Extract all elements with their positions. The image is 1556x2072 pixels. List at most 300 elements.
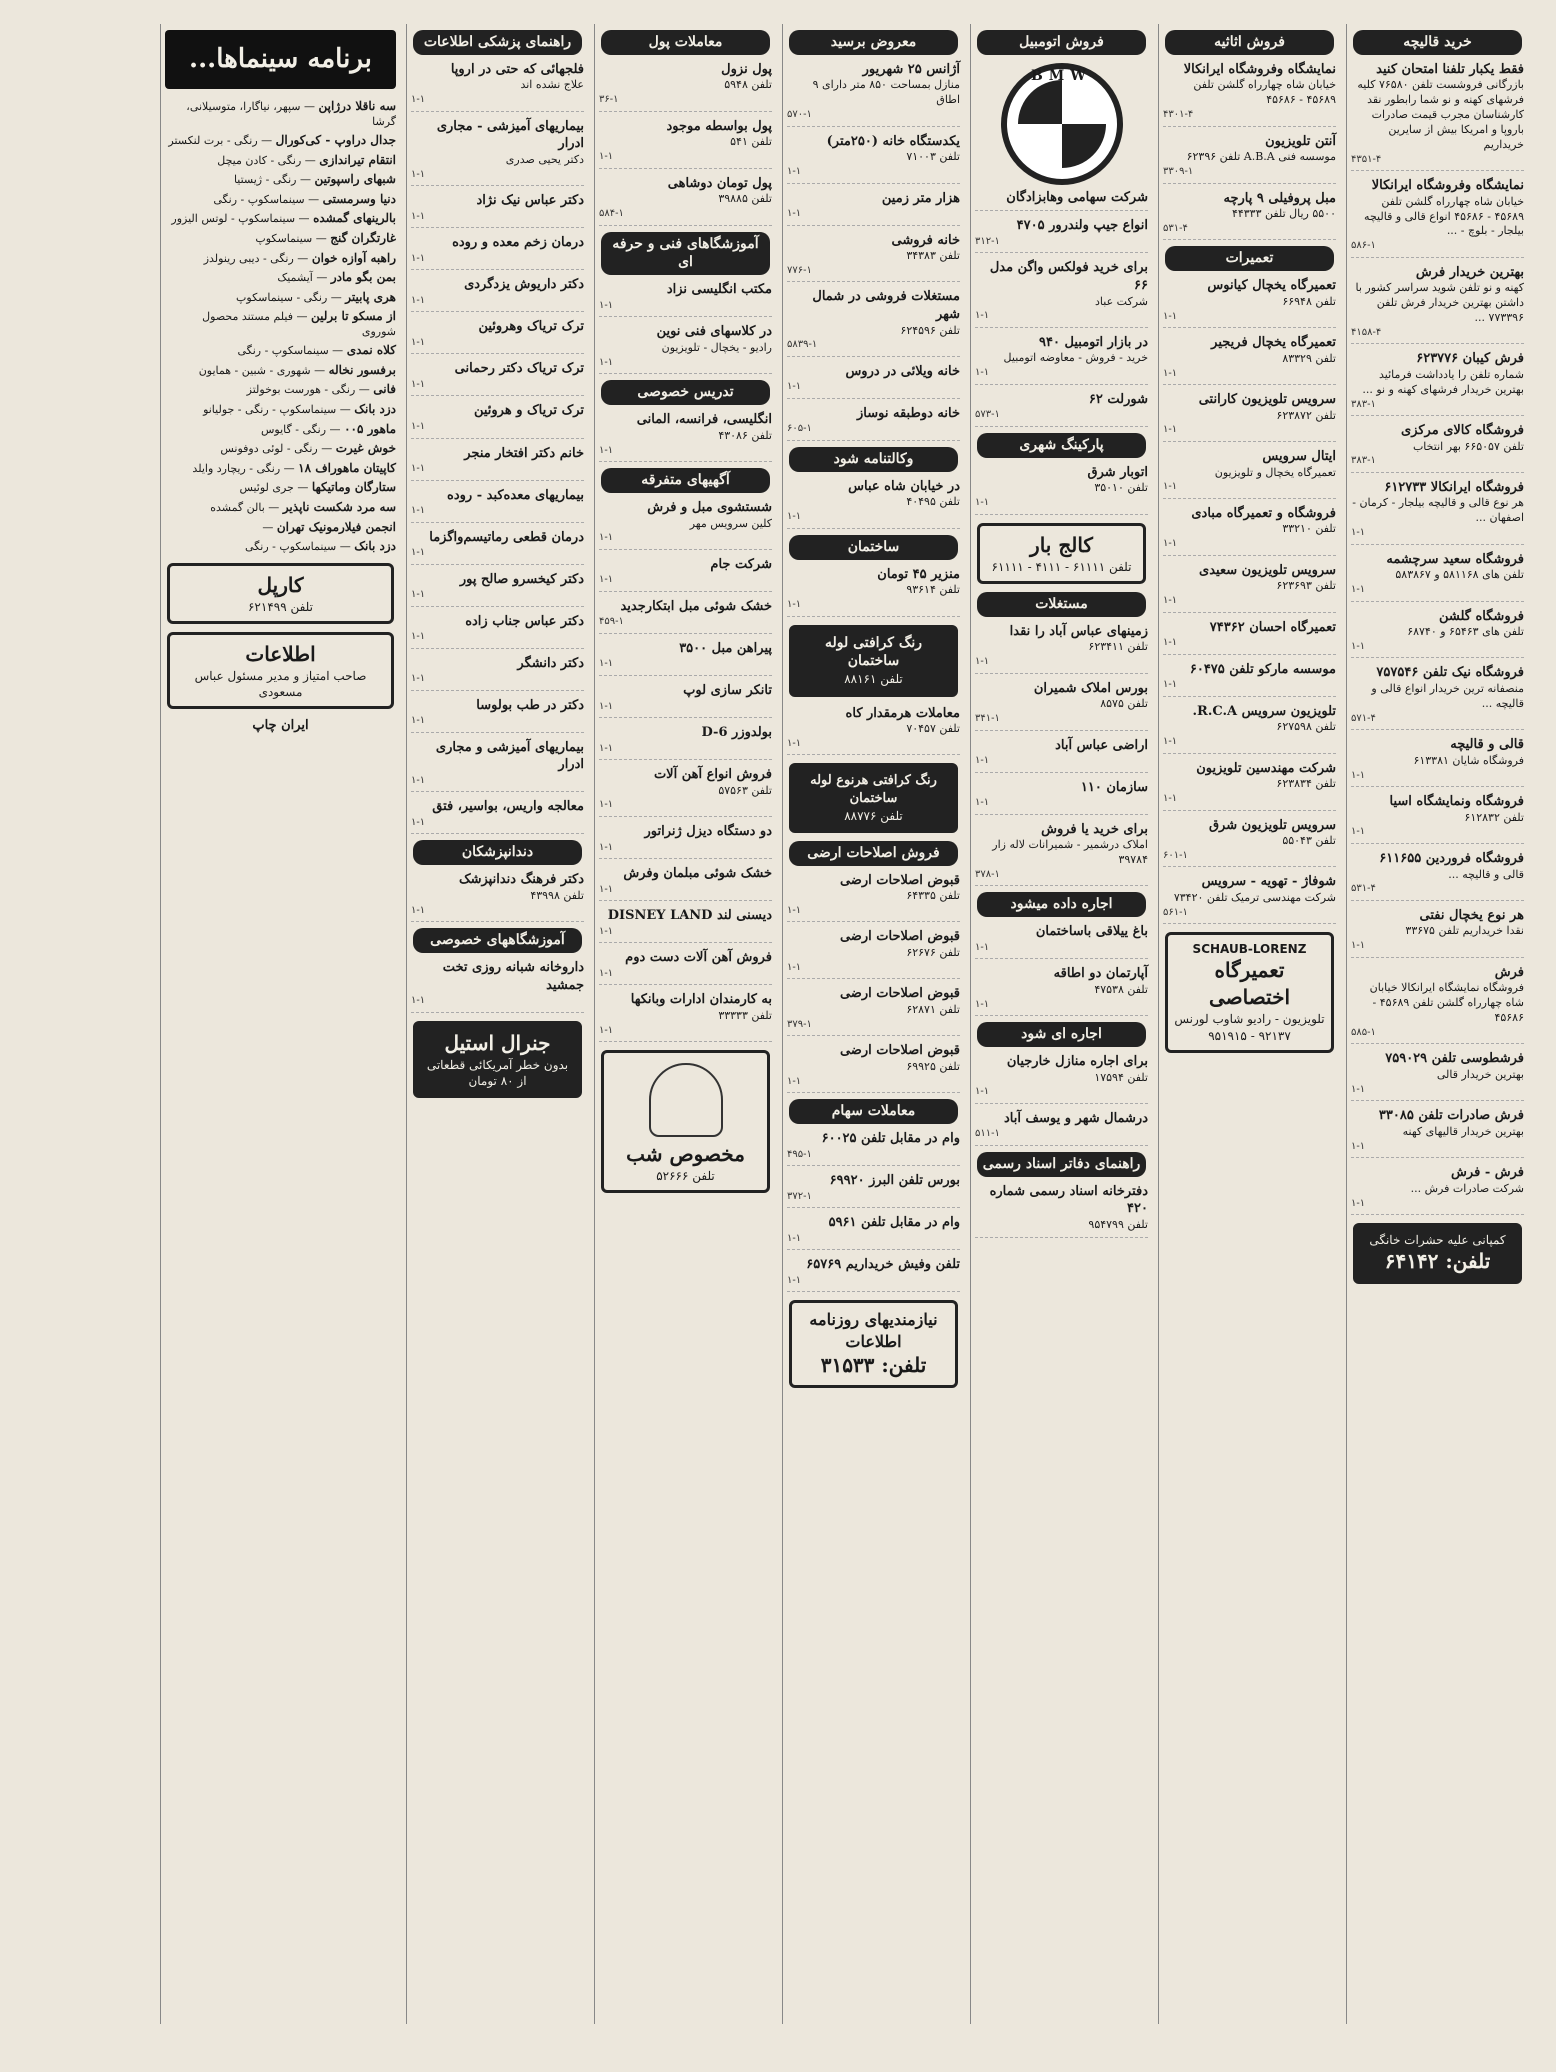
film-listing	[165, 480, 396, 496]
section-header: فروش اصلاحات ارضی	[789, 841, 958, 866]
classified-ad	[975, 1183, 1148, 1238]
film-details: بالن گمشده	[210, 500, 265, 514]
ad-title: رنگ کرافتی لوله ساختمان	[824, 634, 923, 670]
ad-body: علاج نشده اند	[520, 78, 584, 92]
classified-ad	[599, 865, 772, 901]
ad-title: سرویس تلویزیون سعیدی	[1199, 562, 1336, 578]
ad-body: تلفن ۹۳۶۱۴	[906, 583, 960, 597]
column-medical	[406, 24, 588, 2024]
ad-code: ۵۳۱-۴	[1351, 883, 1376, 895]
ad-title: قالی و قالیچه	[1450, 737, 1524, 753]
ad-title: بیماریهای آمیزشی - مجاری ادرار	[436, 118, 584, 152]
film-listing	[165, 211, 396, 227]
separator: —	[295, 212, 314, 226]
separator: —	[301, 153, 320, 167]
ad-title: پول بواسطه موجود	[666, 118, 772, 134]
ad-code: ۱-۱	[1163, 595, 1178, 607]
film-name: فانی	[373, 382, 396, 397]
classified-ad	[975, 965, 1148, 1016]
ad-title: تعمیرگاه احسان ۷۴۳۶۲	[1209, 619, 1336, 635]
ad-title: سازمان ۱۱۰	[1080, 779, 1148, 795]
ad-title: یکدستگاه خانه (۲۵۰متر)	[826, 133, 960, 149]
ad-title: کارپل	[257, 572, 304, 597]
film-name: شبهای راسپوتین	[314, 172, 396, 187]
ad-title: خانه فروشی	[891, 232, 960, 248]
ad-list	[599, 281, 772, 374]
ad-title: تعمیرگاه اختصاصی	[1208, 958, 1291, 1010]
classified-ad	[1351, 850, 1524, 901]
ad-code: ۴۱۵۸-۴	[1351, 326, 1382, 338]
classified-ad	[599, 823, 772, 859]
section-header: مستغلات	[977, 592, 1146, 617]
classified-ad	[975, 464, 1148, 515]
ad-title: فرش - فرش	[1451, 1165, 1524, 1181]
classified-ad	[1351, 664, 1524, 730]
ad-list	[787, 566, 960, 617]
classified-ad	[599, 175, 772, 226]
column-money-education	[594, 24, 776, 2024]
ad-title: بورس املاک شمیران	[1033, 680, 1148, 696]
film-name: برفسور نخاله	[328, 362, 396, 377]
film-name: بالرینهای گمشده	[313, 211, 396, 226]
ad-code: ۱-۱	[975, 797, 990, 809]
classified-ad	[411, 234, 584, 270]
ad-code: ۱-۱	[1163, 538, 1178, 550]
ad-body: تلفن ۳۴۳۸۳	[906, 249, 960, 263]
ad-list	[975, 623, 1148, 887]
ad-code: ۴۹۵-۱	[787, 1148, 812, 1160]
classified-ad	[787, 928, 960, 979]
section-header: پارکینگ شهری	[977, 433, 1146, 458]
column-carpets	[1346, 24, 1528, 2024]
ad-body: تلفن ۶۲۶۷۶	[906, 946, 960, 960]
ad-title: قبوض اصلاحات ارضی	[839, 872, 960, 888]
ad-code: ۱-۱	[599, 532, 614, 544]
separator: —	[327, 290, 346, 304]
ad-title: در بازار اتومبیل ۹۴۰	[1039, 334, 1148, 350]
ad-title: شستشوی مبل و فرش	[647, 499, 772, 515]
classified-ad	[787, 1256, 960, 1292]
ad-code: ۱-۱	[1163, 637, 1178, 649]
ad-title: موسسه مارکو تلفن ۶۰۴۷۵	[1189, 661, 1336, 677]
separator: —	[293, 251, 312, 265]
lamp-icon	[649, 1063, 723, 1137]
ad-title: خشک شوئی مبل ابتکارجدید	[620, 598, 772, 614]
classified-ad	[1163, 334, 1336, 385]
ad-title: تلفن وفیش خریداریم ۶۵۷۶۹	[806, 1257, 960, 1273]
ad-body: املاک درشمیر - شمیرانات لاله زار ۳۹۷۸۴	[992, 838, 1148, 866]
film-details: رنگی - کادن میچل	[217, 153, 302, 167]
ad-body: تلفن ۶۲۳۸۷۲	[1276, 408, 1336, 422]
ad-body: تلفن ۹۵۴۷۹۹	[1088, 1217, 1148, 1231]
college-bar-ad	[977, 523, 1146, 584]
film-listing	[165, 172, 396, 188]
film-details: رنگی - ریچارد وایلد	[192, 461, 281, 475]
ad-title: تعمیرگاه یخچال فریجیر	[1211, 335, 1336, 351]
ad-code: ۱-۱	[411, 774, 426, 786]
ad-subtitle: بدون خطر آمریکائی قطعاتی از ۸۰ تومان	[426, 1057, 569, 1088]
ad-code: ۱-۱	[599, 574, 614, 586]
ad-code: ۱-۱	[411, 505, 426, 517]
ad-subtitle: تلویزیون - رادیو شاوب لورنس ۹۲۱۳۷ - ۹۵۱۹۱۵	[1174, 1012, 1325, 1043]
ad-code: ۶۰۱-۱	[1163, 849, 1188, 861]
ad-body: تلفن ۴۷۵۳۸	[1094, 982, 1148, 996]
classified-ad	[599, 640, 772, 676]
ad-body: شماره تلفن را یادداشت فرمائید بهترین خریدار فرشهای کهنه و نو ...	[1362, 367, 1524, 396]
ad-code: ۱-۱	[411, 210, 426, 222]
ad-list	[975, 923, 1148, 1016]
ad-list	[411, 871, 584, 922]
classified-ad	[787, 705, 960, 756]
ad-code: ۱-۱	[1351, 1197, 1366, 1209]
film-name: جدال دراوپ - کی‌کورال	[275, 132, 396, 147]
ad-body: تلفن ۶۲۳۸۳۴	[1276, 777, 1336, 791]
film-listing	[165, 520, 396, 536]
separator: —	[326, 422, 345, 436]
ad-title: ایتال سرویس	[1262, 448, 1336, 464]
ad-title: خانه دوطبقه نوساز	[857, 405, 960, 421]
film-list	[165, 99, 396, 555]
separator: —	[317, 442, 336, 456]
ad-list	[599, 61, 772, 226]
ad-code: ۱-۱	[787, 737, 802, 749]
ad-code: ۱-۱	[599, 658, 614, 670]
classified-ad	[411, 192, 584, 228]
ad-code: ۱-۱	[1351, 584, 1366, 596]
classified-ad	[975, 1053, 1148, 1104]
film-listing	[165, 461, 396, 477]
classified-ad	[787, 566, 960, 617]
ad-code: ۱-۱	[411, 631, 426, 643]
classified-ad	[599, 556, 772, 592]
ad-title: دو دستگاه دیزل ژنراتور	[644, 823, 772, 839]
schaub-lorenz-ad	[1165, 932, 1334, 1053]
ad-title: درمان قطعی رماتیسم‌واگزما	[429, 529, 584, 545]
separator: —	[312, 231, 331, 245]
ad-code: ۱-۱	[787, 599, 802, 611]
classified-ad	[1351, 1164, 1524, 1215]
classified-ad	[411, 318, 584, 354]
ad-title: تلویزیون سرویس R.C.A.	[1192, 703, 1336, 719]
ad-phone: تلفن ۸۸۷۷۶	[844, 808, 903, 823]
column-property	[782, 24, 964, 2024]
ad-body: تلفن ۶۶۵۰۵۷ بهر انتخاب	[1412, 439, 1524, 453]
ad-body: تلفن ۵۴۱	[730, 135, 772, 149]
ad-code: ۱-۱	[1163, 736, 1178, 748]
ad-code: ۱-۱	[975, 656, 990, 668]
ad-code: ۱-۱	[411, 589, 426, 601]
film-details: سینماسکوپ - لوتس الیزور	[171, 212, 296, 226]
ad-body: شرکت صادرات فرش ...	[1410, 1181, 1524, 1195]
film-details: آیشمیک	[277, 271, 313, 285]
ad-body: تلفن های ۶۵۴۶۳ و ۶۸۷۴۰	[1407, 625, 1524, 639]
section-header: دندانپزشکان	[413, 840, 582, 865]
bmw-logo-icon	[1001, 63, 1123, 185]
ad-phone: تلفن ۶۱۱۱۱ - ۴۱۱۱ - ۶۱۱۱۱	[991, 559, 1132, 574]
ad-code: ۱-۱	[411, 94, 426, 106]
film-name: ستارگان وماتیکها	[311, 480, 396, 495]
film-name: هری پابیتر	[345, 289, 396, 304]
classified-ad	[411, 697, 584, 733]
film-name: کاپیتان ماهوراف ۱۸	[298, 460, 396, 475]
ad-code: ۳۱۲-۱	[975, 235, 1000, 247]
classified-ad	[975, 391, 1148, 427]
separator: —	[262, 520, 277, 534]
ad-phone: تلفن: ۳۱۵۳۳	[820, 1353, 927, 1378]
film-details: سپهر، نیاگارا، متوسیلانی، گرشا	[186, 100, 396, 128]
ad-phone: تلفن ۵۲۶۶۶	[656, 1169, 715, 1184]
classified-ad	[599, 411, 772, 462]
ad-code: ۱-۱	[975, 367, 990, 379]
company-name: شرکت سهامی وهابزادگان	[975, 189, 1148, 212]
film-listing	[165, 343, 396, 359]
film-name: دزد بانک	[354, 539, 396, 554]
column-cars-realestate	[970, 24, 1152, 2024]
classified-ad	[787, 478, 960, 529]
ad-title: دکتر کیخسرو صالح پور	[459, 571, 584, 587]
ad-body: موسسه فنی A.B.A تلفن ۶۲۳۹۶	[1186, 150, 1336, 164]
ad-list	[975, 1183, 1148, 1238]
classified-ad	[787, 190, 960, 226]
ad-title: مستغلات فروشی در شمال شهر	[812, 289, 960, 322]
ad-title: شوفاژ - تهویه - سرویس	[1201, 874, 1336, 890]
ad-title: نمایشگاه وفروشگاه ایرانکالا	[1371, 178, 1524, 194]
classified-ad	[787, 363, 960, 399]
ad-phone: تلفن ۶۲۱۴۹۹	[247, 599, 313, 614]
film-name: راهبه آوازه خوان	[311, 250, 396, 265]
ad-body: قالی و قالیچه ...	[1448, 867, 1524, 881]
ad-title: بهترین خریدار فرش	[1415, 264, 1524, 280]
classified-ad	[411, 739, 584, 793]
ad-title: فروشگاه کالای مرکزی	[1401, 423, 1524, 439]
ad-body: ۵۵۰۰ ریال تلفن ۴۴۳۳۳	[1231, 207, 1336, 221]
film-name: ماهور ۰۰۵	[344, 421, 396, 436]
film-name: سه مرد شکست ناپذیر	[282, 499, 396, 514]
ad-title: کالج بار	[1030, 532, 1093, 557]
bmw-logo-text: BMW	[1030, 67, 1093, 84]
section-header: آموزشگاههای خصوصی	[413, 928, 582, 953]
ad-body: تلفن های ۵۸۱۱۶۸ و ۵۸۳۸۶۷	[1395, 568, 1524, 582]
ad-title: دکتر در طب بولوسا	[476, 697, 584, 713]
ad-list	[787, 705, 960, 756]
ad-title: آنتن تلویزیون	[1265, 133, 1336, 149]
film-listing	[165, 153, 396, 169]
ad-code: ۱-۱	[787, 166, 802, 178]
section-header: تدریس خصوصی	[601, 380, 770, 405]
ad-title: درمان زخم معده و روده	[452, 235, 584, 251]
ad-body: تلفن ۵۹۴۸	[724, 78, 772, 92]
ad-code: ۳۶-۱	[599, 94, 619, 106]
ad-code: ۱-۱	[787, 381, 802, 393]
film-details: رنگی - ژیستیا	[233, 173, 297, 187]
ad-title: شورلت ۶۲	[1088, 391, 1148, 407]
ad-code: ۱-۱	[1163, 481, 1178, 493]
ad-title: معالجه واریس، بواسیر، فتق	[432, 799, 584, 815]
ad-body: نقدا خریداریم تلفن ۳۳۶۷۵	[1405, 924, 1524, 938]
ad-body: تلفن ۶۹۹۲۵	[906, 1059, 960, 1073]
ad-code: ۱-۱	[1351, 769, 1366, 781]
ad-code: ۱-۱	[599, 799, 614, 811]
film-name: بمن بگو مادر	[330, 270, 396, 285]
classified-ad	[975, 680, 1148, 731]
section-header: معاملات سهام	[789, 1099, 958, 1124]
classified-ad	[1351, 61, 1524, 171]
ad-title: پیراهن مبل ۳۵۰۰	[679, 640, 772, 656]
film-details: فیلم مستند محصول شوروی	[202, 310, 396, 338]
ad-body: بهترین خریدار قالی	[1436, 1067, 1524, 1081]
separator: —	[264, 500, 283, 514]
classified-ad	[1351, 964, 1524, 1045]
ad-title: آپارتمان دو اطاقه	[1053, 966, 1148, 982]
section-header: وکالتنامه شود	[789, 447, 958, 472]
ad-code: ۱-۱	[599, 1024, 614, 1036]
ad-code: ۱-۱	[975, 755, 990, 767]
ad-code: ۱-۱	[787, 511, 802, 523]
ad-title: شرکت مهندسین تلویزیون	[1196, 760, 1336, 776]
ad-code: ۱-۱	[411, 463, 426, 475]
ad-title: فروشگاه و تعمیرگاه مبادی	[1191, 505, 1336, 521]
ad-title: سرویس تلویزیون کارانتی	[1198, 392, 1336, 408]
ad-code: ۱-۱	[411, 995, 426, 1007]
ad-body: خرید - فروش - معاوضه اتومبیل	[1003, 351, 1148, 365]
ad-body: کهنه و نو تلفن شوید سراسر کشور با داشتن بهترین خریدار فرش تلفن ۷۷۳۳۹۶ ...	[1355, 281, 1524, 324]
classified-ad	[411, 959, 584, 1013]
newspaper-name: اطلاعات	[245, 641, 316, 666]
classified-page	[28, 24, 1528, 2024]
classified-ad	[411, 571, 584, 607]
ad-code: ۱-۱	[411, 816, 426, 828]
classified-ad	[1351, 479, 1524, 545]
film-details: سینماسکوپ - رنگی	[213, 192, 305, 206]
classified-ad	[975, 217, 1148, 253]
separator: —	[296, 173, 315, 187]
film-details: رنگی - دیبی رینولدز	[203, 251, 294, 265]
ad-title: برای خرید فولکس واگن مدل ۶۶	[989, 260, 1148, 294]
publisher-info: صاحب امتیاز و مدیر مسئول عباس مسعودی	[194, 668, 367, 700]
film-details: رنگی - هورست بوخولتز	[246, 383, 356, 397]
ad-body: تلفن ۵۷۵۶۳	[718, 783, 772, 797]
ad-list	[787, 872, 960, 1094]
ad-title: معاملات هرمقدار کاه	[845, 705, 960, 721]
ad-body: فروشگاه شایان ۶۱۳۳۸۱	[1413, 753, 1524, 767]
classified-ad	[787, 985, 960, 1036]
ad-title: دکتر فرهنگ دندانپزشک	[458, 872, 584, 888]
section-header: اجاره داده میشود	[977, 892, 1146, 917]
ad-body: تلفن ۳۳۲۱۰	[1282, 522, 1336, 536]
film-listing	[165, 290, 396, 306]
ad-body: تلفن ۳۳۳۳۳	[718, 1008, 772, 1022]
ad-title: نمایشگاه وفروشگاه ایرانکالا	[1183, 61, 1336, 77]
classified-ad	[599, 323, 772, 374]
ad-code: ۱-۱	[787, 208, 802, 220]
ad-title: آژانس ۲۵ شهریور	[862, 61, 960, 77]
classified-ad	[599, 991, 772, 1042]
ad-body: تلفن ۳۵۰۱۰	[1094, 481, 1148, 495]
ad-code: ۳۸۳-۱	[1351, 398, 1376, 410]
ad-title: زمینهای عباس آباد را نقدا	[1009, 623, 1148, 639]
section-header: فروش اتومبیل	[977, 30, 1146, 55]
ad-body: تلفن ۶۲۳۶۹۳	[1276, 579, 1336, 593]
film-details: سینماسکوپ	[255, 231, 313, 245]
classified-ad	[599, 682, 772, 718]
ad-title: در کلاسهای فنی نوین	[656, 324, 772, 340]
ad-code: ۱-۱	[787, 1232, 802, 1244]
classified-ad	[411, 402, 584, 438]
ad-title: فروشگاه فروردین ۶۱۱۶۵۵	[1379, 850, 1524, 866]
ad-code: ۱-۱	[599, 151, 614, 163]
classified-ad	[1351, 1107, 1524, 1158]
ad-body: تلفن ۸۳۳۲۹	[1282, 351, 1336, 365]
ad-title: دیسنی لند DISNEY LAND	[607, 908, 772, 924]
ad-code: ۱-۱	[599, 967, 614, 979]
classified-ad	[975, 923, 1148, 959]
separator: —	[257, 133, 276, 147]
ad-title: دکتر عباس نیک نژاد	[476, 193, 584, 209]
film-details: رنگی - برت لنکستر	[168, 133, 258, 147]
ad-body: تلفن ۳۹۸۸۵	[718, 192, 772, 206]
carpool-ad	[167, 563, 394, 624]
ad-body: تلفن ۶۱۲۸۳۲	[1464, 810, 1524, 824]
film-details: رنگی - گایوس	[260, 422, 327, 436]
ad-code: ۵۷۰-۱	[787, 109, 812, 121]
film-listing	[165, 539, 396, 555]
ad-title: مبل پروفیلی ۹ پارچه	[1223, 190, 1336, 206]
printer-name: ایران چاپ	[252, 718, 309, 734]
ad-body: تلفن ۴۳۰۸۶	[718, 428, 772, 442]
ad-title: داروخانه شبانه روزی تخت جمشید	[442, 960, 584, 993]
ad-code: ۵۷۳-۱	[975, 409, 1000, 421]
separator: —	[300, 100, 319, 114]
ad-code: ۱-۱	[599, 925, 614, 937]
ad-code: ۱-۱	[1351, 640, 1366, 652]
classified-ad	[1163, 277, 1336, 328]
classified-ad	[411, 613, 584, 649]
film-name: از مسکو تا برلین	[311, 309, 396, 324]
ad-title: فقط یکبار تلفنا امتحان کنید	[1376, 61, 1524, 77]
ad-title: فرش صادرات تلفن ۳۳۰۸۵	[1378, 1108, 1524, 1124]
ad-title: بولدوزر D-6	[701, 725, 772, 741]
classified-ad	[975, 737, 1148, 773]
ad-code: ۴۳۰۱-۴	[1163, 109, 1194, 121]
classified-ad	[599, 724, 772, 760]
ad-title: وام در مقابل تلفن ۵۹۶۱	[828, 1215, 960, 1231]
ad-title: بیماریهای معده‌کبد - روده	[447, 487, 584, 503]
ad-title: فروشگاه ونمایشگاه اسیا	[1389, 794, 1524, 810]
classified-ad	[975, 821, 1148, 887]
ad-code: ۱-۱	[599, 742, 614, 754]
separator: —	[310, 363, 329, 377]
film-listing	[165, 231, 396, 247]
ad-code: ۱-۱	[975, 497, 990, 509]
masthead-box	[167, 632, 394, 709]
ad-code: ۳۷۸-۱	[975, 868, 1000, 880]
ad-code: ۱-۱	[599, 356, 614, 368]
ad-title: فروشگاه ایرانکالا ۶۱۲۷۳۳	[1384, 479, 1524, 495]
ad-list	[787, 1130, 960, 1292]
film-details: رنگی - لوئی دوفونس	[220, 442, 318, 456]
section-header: راهنمای پزشکی اطلاعات	[413, 30, 582, 55]
ad-code: ۱-۱	[411, 547, 426, 559]
ad-title: انواع جیپ ولندرور ۴۷۰۵	[1016, 218, 1148, 234]
ad-title: فرش	[1494, 964, 1524, 980]
film-name: انجمن فیلارمونیک تهران	[276, 519, 396, 534]
ad-body: بازرگانی فروشست تلفن ۷۶۵۸۰ کلیه فرشهای کهنه و نو شما رابطور نقد کارشناسان مجرب قیمت صادرات باروپا و امریکا بیش از سایرین خریداریم	[1357, 78, 1524, 151]
ad-list	[411, 959, 584, 1013]
ad-title: پول نزول	[721, 61, 772, 77]
ad-title: بیماریهای آمیزشی و مجاری ادرار	[435, 739, 584, 773]
ad-body: تلفن ۴۰۴۹۵	[906, 495, 960, 509]
section-header: فروش اثاثیه	[1165, 30, 1334, 55]
